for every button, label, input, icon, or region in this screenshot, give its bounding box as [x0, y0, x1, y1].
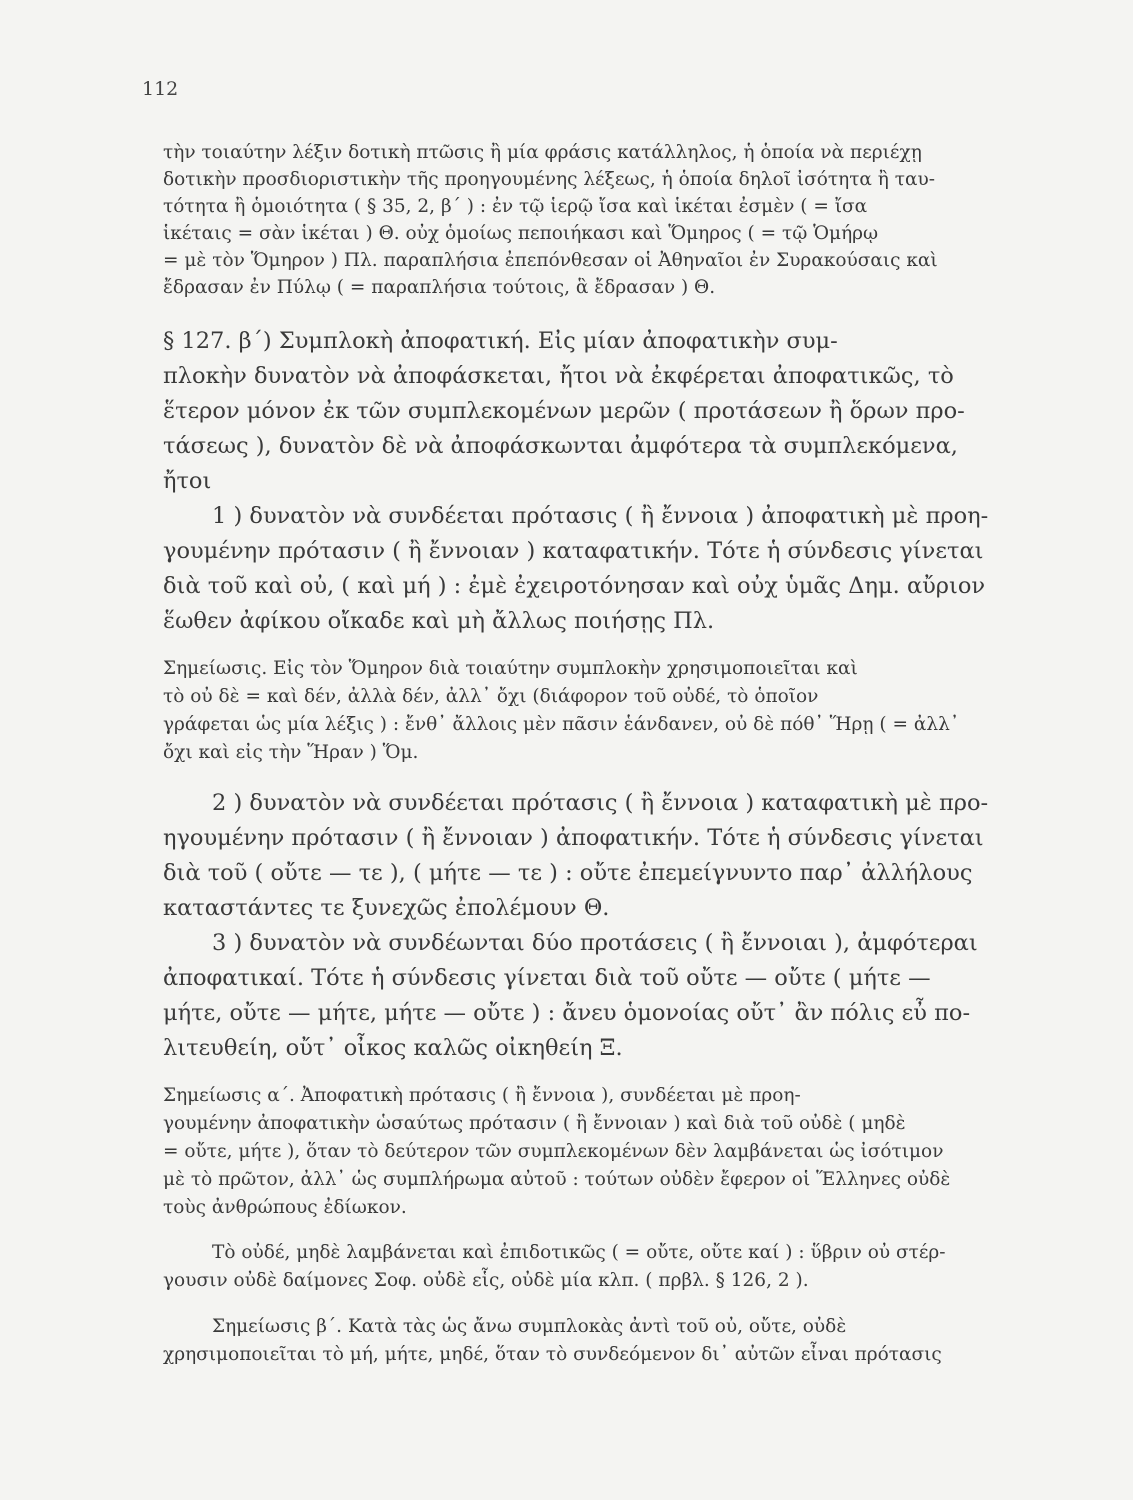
text-line: τάσεως ), δυνατὸν δὲ νὰ ἀποφάσκωνται ἀμφότερα τὰ συμπλεκόμενα,: [163, 433, 958, 459]
text-line: πλοκὴν δυνατὸν νὰ ἀποφάσκεται, ἤτοι νὰ ἐκφέρεται ἀποφατικῶς, τὸ: [163, 363, 954, 389]
note-line: Τὸ οὐδέ, μηδὲ λαμβάνεται καὶ ἐπιδοτικῶς ( = οὔτε, οὔτε καί ) : ὕβριν οὐ στέρ-: [212, 1242, 946, 1263]
text-line: μήτε, οὔτε — μήτε, μήτε — οὔτε ) : ἄνευ ὁμονοίας οὔτ᾽ ἂν πόλις εὖ πο-: [163, 1000, 971, 1026]
text-line: τὴν τοιαύτην λέξιν δοτικὴ πτῶσις ἢ μία φράσις κατάλληλος, ἡ ὁποία νὰ περιέχῃ: [163, 142, 922, 163]
note-line: χρησιμοποιεῖται τὸ μή, μήτε, μηδέ, ὅταν τὸ συνδεόμενον δι᾽ αὐτῶν εἶναι πρότασις: [163, 1344, 942, 1365]
section-heading-127: § 127. β΄) Συμπλοκὴ ἀποφατική. Εἰς μίαν ἀποφατικὴν συμ-: [163, 328, 838, 354]
text-line: δοτικὴν προσδιοριστικὴν τῆς προηγουμένης λέξεως, ἡ ὁποία δηλοῖ ἰσότητα ἢ ταυ-: [163, 169, 935, 190]
note-line: Σημείωσις α΄. Ἀποφατικὴ πρότασις ( ἢ ἔννοια ), συνδέεται μὲ προη-: [163, 1085, 801, 1106]
text-line: ἱκέταις = σὰν ἱκέται ) Θ. οὐχ ὁμοίως πεποιήκασι καὶ Ὅμηρος ( = τῷ Ὁμήρῳ: [163, 223, 879, 244]
note-line: Σημείωσις. Εἰς τὸν Ὅμηρον διὰ τοιαύτην συμπλοκὴν χρησιμοποιεῖται καὶ: [163, 658, 858, 679]
text-line: ἕωθεν ἀφίκου οἴκαδε καὶ μὴ ἄλλως ποιήσῃς Πλ.: [163, 608, 715, 634]
note-line: γουσιν οὐδὲ δαίμονες Σοφ. οὐδὲ εἷς, οὐδὲ μία κλπ. ( πρβλ. § 126, 2 ).: [163, 1270, 809, 1291]
text-line: γουμένην πρότασιν ( ἢ ἔννοιαν ) καταφατικήν. Τότε ἡ σύνδεσις γίνεται: [163, 538, 984, 564]
text-line: ἀποφατικαί. Τότε ἡ σύνδεσις γίνεται διὰ τοῦ οὔτε — οὔτε ( μήτε —: [163, 965, 931, 991]
text-line: λιτευθείη, οὔτ᾽ οἶκος καλῶς οἰκηθείη Ξ.: [163, 1035, 623, 1061]
text-line: τότητα ἢ ὁμοιότητα ( § 35, 2, β΄ ) : ἐν τῷ ἱερῷ ἴσα καὶ ἱκέται ἐσμὲν ( = ἴσα: [163, 196, 868, 217]
note-line: τοὺς ἀνθρώπους ἐδίωκον.: [163, 1197, 407, 1218]
note-line: γουμένην ἀποφατικὴν ὡσαύτως πρότασιν ( ἢ ἔννοιαν ) καὶ διὰ τοῦ οὐδὲ ( μηδὲ: [163, 1113, 906, 1134]
text-line: διὰ τοῦ καὶ οὐ, ( καὶ μή ) : ἐμὲ ἐχειροτόνησαν καὶ οὐχ ὑμᾶς Δημ. αὔριον: [163, 573, 986, 599]
text-line: ἤτοι: [163, 468, 212, 494]
text-line: 3 ) δυνατὸν νὰ συνδέωνται δύο προτάσεις ( ἢ ἔννοιαι ), ἀμφότεραι: [212, 930, 978, 956]
note-line: τὸ οὐ δὲ = καὶ δέν, ἀλλὰ δέν, ἀλλ᾽ ὄχι (διάφορον τοῦ οὐδέ, τὸ ὁποῖον: [163, 686, 819, 707]
text-line: καταστάντες τε ξυνεχῶς ἐπολέμουν Θ.: [163, 895, 610, 921]
note-line: μὲ τὸ πρῶτον, ἀλλ᾽ ὡς συμπλήρωμα αὐτοῦ : τούτων οὐδὲν ἔφερον οἱ Ἕλληνες οὐδὲ: [163, 1169, 951, 1190]
note-line: Σημείωσις β΄. Κατὰ τὰς ὡς ἄνω συμπλοκὰς ἀντὶ τοῦ οὐ, οὔτε, οὐδὲ: [212, 1316, 847, 1337]
text-line: ηγουμένην πρότασιν ( ἢ ἔννοιαν ) ἀποφατικήν. Τότε ἡ σύνδεσις γίνεται: [163, 825, 984, 851]
note-line: γράφεται ὡς μία λέξις ) : ἔνθ᾽ ἄλλοις μὲν πᾶσιν ἑάνδανεν, οὐ δὲ πόθ᾽ Ἥρῃ ( = ἀλλ᾽: [163, 714, 960, 735]
note-line: ὄχι καὶ εἰς τὴν Ἥραν ) Ὅμ.: [163, 742, 419, 763]
note-line: = οὔτε, μήτε ), ὅταν τὸ δεύτερον τῶν συμπλεκομένων δὲν λαμβάνεται ὡς ἰσότιμον: [163, 1141, 944, 1162]
page-number: 112: [142, 78, 179, 100]
text-line: = μὲ τὸν Ὅμηρον ) Πλ. παραπλήσια ἐπεπόνθεσαν οἱ Ἀθηναῖοι ἐν Συρακούσαις καὶ: [163, 250, 938, 271]
text-line: ἔδρασαν ἐν Πύλῳ ( = παραπλήσια τούτοις, ἃ ἔδρασαν ) Θ.: [163, 277, 716, 298]
text-line: 2 ) δυνατὸν νὰ συνδέεται πρότασις ( ἢ ἔννοια ) καταφατικὴ μὲ προ-: [212, 790, 989, 816]
text-line: ἕτερον μόνον ἐκ τῶν συμπλεκομένων μερῶν ( προτάσεων ἢ ὅρων προ-: [163, 398, 965, 424]
text-line: 1 ) δυνατὸν νὰ συνδέεται πρότασις ( ἢ ἔννοια ) ἀποφατικὴ μὲ προη-: [212, 503, 989, 529]
text-line: διὰ τοῦ ( οὔτε — τε ), ( μήτε — τε ) : οὔτε ἐπεμείγνυντο παρ᾽ ἀλλήλους: [163, 860, 973, 886]
